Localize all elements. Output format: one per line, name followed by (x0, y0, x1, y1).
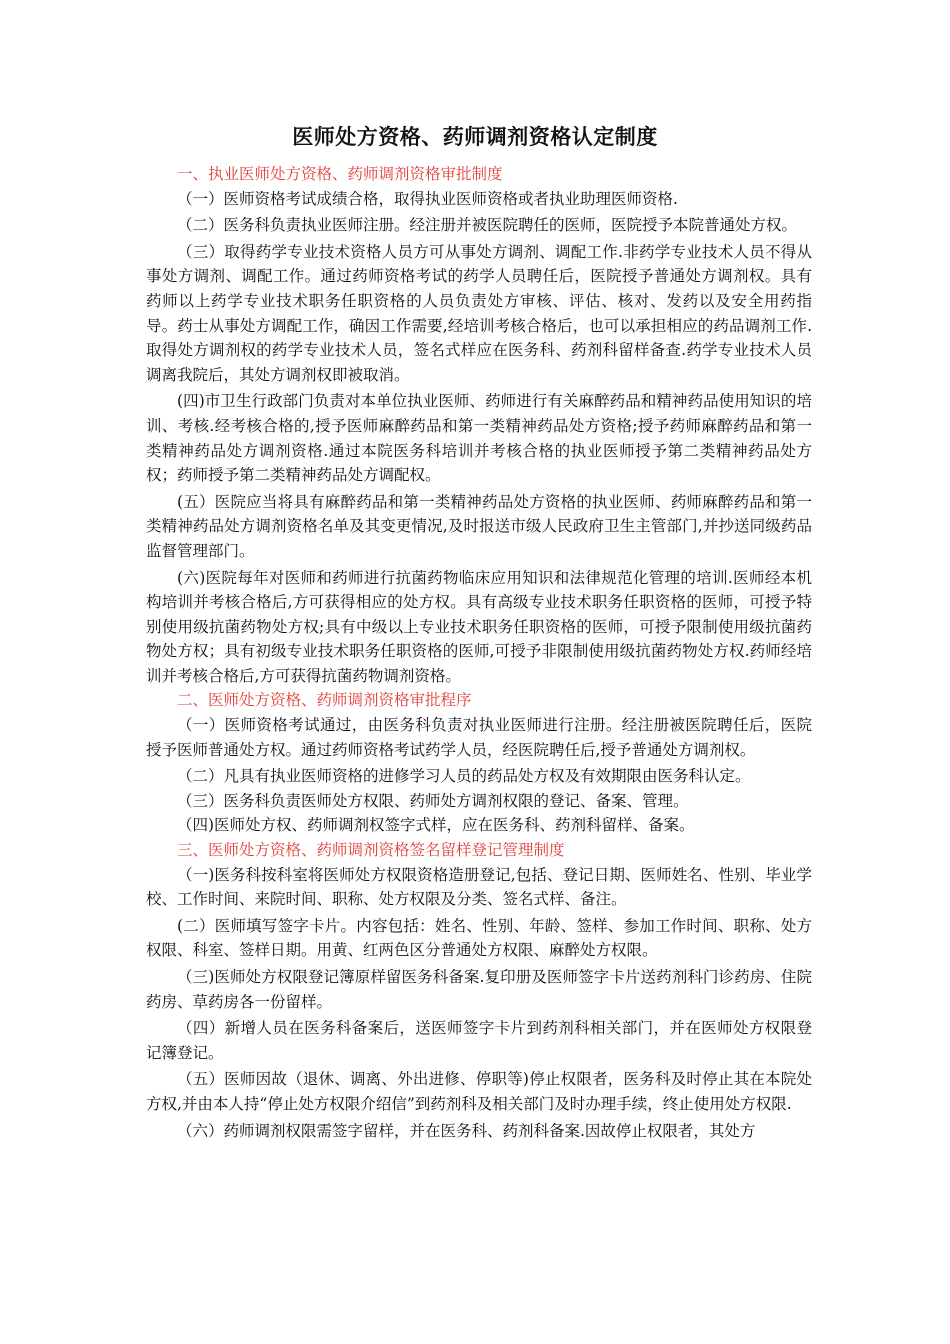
paragraph: （三）医务科负责医师处方权限、药师处方调剂权限的登记、备案、管理。 (177, 791, 689, 810)
paragraph: （三）取得药学专业技术资格人员方可从事处方调剂、调配工作.非药学专业技术人员不得从事处方调剂、调配工作。通过药师资格考试的药学人员聘任后，医院授予普通处方调剂权。具有药师以上药学专业技术职务任职资格的人员负责处方审核、评估、核对、发药以及安全用药指导。药士从事处方调配工作，确因工作需要,经培训考核合格后，也可以承担相应的药品调剂工作.取得处方调剂权的药学专业技术人员，签名式样应在医务科、药剂科留样备查.药学专业技术人员调离我院后，其处方调剂权即被取消。 (146, 242, 812, 384)
section-heading: 二、医师处方资格、药师调剂资格审批程序 (177, 691, 472, 710)
document-title: 医师处方资格、药师调剂资格认定制度 (292, 125, 658, 149)
paragraph: （六）药师调剂权限需签字留样，并在医务科、药剂科备案.因故停止权限者，其处方 (177, 1121, 756, 1140)
paragraph: （五）医师因故（退休、调离、外出进修、停职等)停止权限者，医务科及时停止其在本院处方权,并由本人持“停止处方权限介绍信”到药剂科及相关部门及时办理手续，终止使用处方权限. (146, 1070, 812, 1113)
paragraph: (四)市卫生行政部门负责对本单位执业医师、药师进行有关麻醉药品和精神药品使用知识的培训、考核.经考核合格的,授予医师麻醉药品和第一类精神药品处方资格;授予药师麻醉药品和第一类精神药品处方调剂资格.通过本院医务科培训并考核合格的执业医师授予第二类精神药品处方权；药师授予第二类精神药品处方调配权。 (146, 392, 812, 485)
paragraph: （二）凡具有执业医师资格的进修学习人员的药品处方权及有效期限由医务科认定。 (177, 767, 751, 786)
paragraph: （一）医师资格考试成绩合格，取得执业医师资格或者执业助理医师资格. (177, 189, 678, 208)
section-heading: 一、执业医师处方资格、药师调剂资格审批制度 (177, 165, 503, 183)
paragraph: (二）医师填写签字卡片。内容包括：姓名、性别、年龄、签样、参加工作时间、职称、处方权限、科室、签样日期。用黄、红两色区分普通处方权限、麻醉处方权限。 (146, 916, 812, 960)
paragraph: （三)医师处方权限登记簿原样留医务科备案.复印册及医师签字卡片送药剂科门诊药房、住院药房、草药房各一份留样。 (146, 968, 812, 1011)
paragraph: (五）医院应当将具有麻醉药品和第一类精神药品处方资格的执业医师、药师麻醉药品和第一类精神药品处方调剂资格名单及其变更情况,及时报送市级人民政府卫生主管部门,并抄送同级药品监督管理部门。 (146, 492, 812, 560)
paragraph: （一)医务科按科室将医师处方权限资格造册登记,包括、登记日期、医师姓名、性别、毕业学校、工作时间、来院时间、职称、处方权限及分类、签名式样、备注。 (146, 865, 812, 909)
paragraph: (六)医院每年对医师和药师进行抗菌药物临床应用知识和法律规范化管理的培训.医师经本机构培训并考核合格后,方可获得相应的处方权。具有高级专业技术职务任职资格的医师，可授予特别使用级抗菌药物处方权;具有中级以上专业技术职务任职资格的医师，可授予限制使用级抗菌药物处方权；具有初级专业技术职务任职资格的医师,可授予非限制使用级抗菌药物处方权.药师经培训并考核合格后,方可获得抗菌药物调剂资格。 (146, 568, 812, 685)
paragraph: （一）医师资格考试通过，由医务科负责对执业医师进行注册。经注册被医院聘任后，医院授予医师普通处方权。通过药师资格考试药学人员，经医院聘任后,授予普通处方调剂权。 (146, 716, 812, 759)
section-heading: 三、医师处方资格、药师调剂资格签名留样登记管理制度 (177, 841, 565, 860)
paragraph: （四）新增人员在医务科备案后，送医师签字卡片到药剂科相关部门，并在医师处方权限登记簿登记。 (146, 1019, 812, 1062)
paragraph: （二）医务科负责执业医师注册。经注册并被医院聘任的医师，医院授予本院普通处方权。 (177, 216, 798, 235)
paragraph: （四)医师处方权、药师调剂权签字式样，应在医务科、药剂科留样、备案。 (177, 816, 695, 835)
document-body (146, 162, 812, 1143)
